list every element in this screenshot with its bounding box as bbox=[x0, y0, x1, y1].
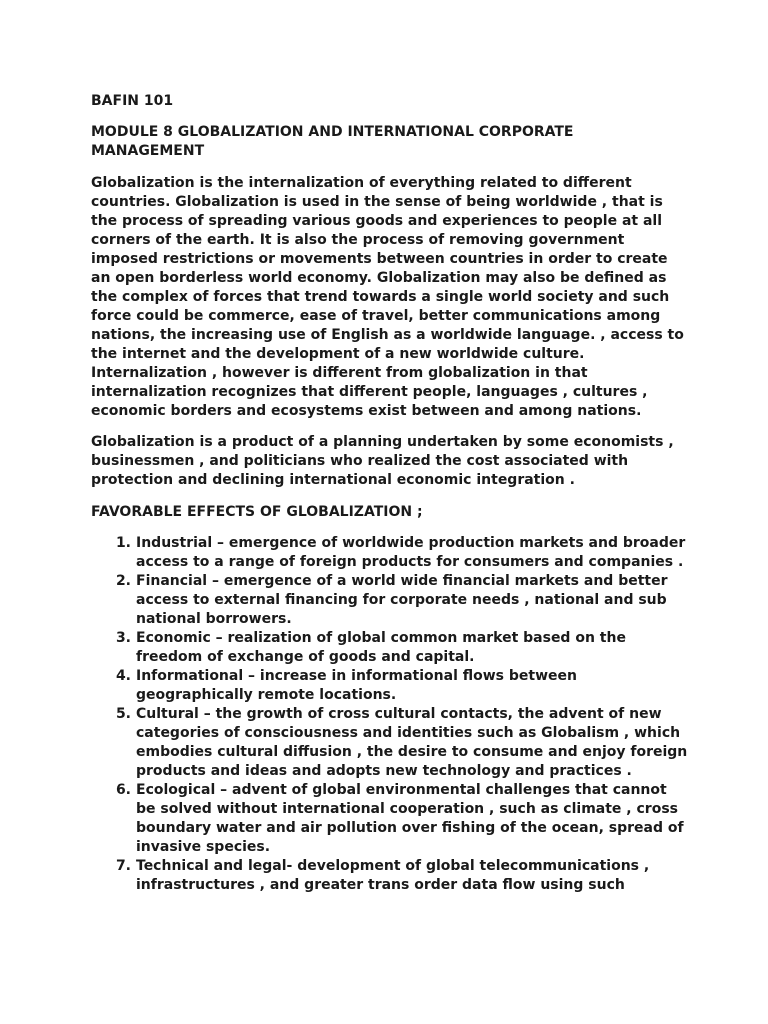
list-item-number: 1. bbox=[115, 535, 131, 551]
list-item-text: Industrial – emergence of worldwide production markets and broader access to a range of foreign products for consumers and companies . bbox=[136, 535, 686, 570]
list-item-text: Technical and legal- development of global telecommunications , infrastructures , and greater trans order data flow using such bbox=[136, 858, 650, 893]
list-item-text: Ecological – advent of global environmental challenges that cannot be solved without international cooperation , such as climate , cross boundary water and air pollution over fishing of the ocean, spread of invasive species. bbox=[136, 782, 684, 855]
favorable-effects-heading: FAVORABLE EFFECTS OF GLOBALIZATION ; bbox=[91, 504, 423, 520]
list-item-number: 2. bbox=[115, 573, 131, 589]
list-item-text: Cultural – the growth of cross cultural contacts, the advent of new categories of consciousness and identities such as Globalism , which embodies cultural diffusion , the desire to consume and enjoy foreign products and ideas and adopts new technology and practices . bbox=[136, 706, 688, 779]
paragraph-origin: Globalization is a product of a planning undertaken by some economists , businessmen , and politicians who realized the cost associated with protection and declining international economic integration . bbox=[91, 434, 674, 488]
list-item-text: Financial – emergence of a world wide financial markets and better access to external financing for corporate needs , national and sub national borrowers. bbox=[136, 573, 668, 627]
list-item bbox=[115, 572, 691, 629]
list-item-number: 4. bbox=[115, 668, 131, 684]
course-code: BAFIN 101 bbox=[91, 93, 174, 109]
list-item bbox=[115, 667, 691, 705]
module-title: MODULE 8 GLOBALIZATION AND INTERNATIONAL CORPORATE MANAGEMENT bbox=[91, 124, 574, 159]
document-page bbox=[91, 92, 691, 895]
list-item bbox=[115, 629, 691, 667]
list-item bbox=[115, 781, 691, 857]
list-item bbox=[115, 534, 691, 572]
list-item bbox=[115, 705, 691, 781]
list-item-number: 6. bbox=[115, 782, 131, 798]
list-item bbox=[115, 857, 691, 895]
list-item-number: 3. bbox=[115, 630, 131, 646]
paragraph-definition: Globalization is the internalization of everything related to different countries. Globalization is used in the sense of being worldwide , that is the process of spreading various goods and experiences to people at all corners of the earth. It is also the process of removing government imposed restrictions or movements between countries in order to create an open borderless world economy. Globalization may also be defined as the complex of forces that trend towards a single world society and such force could be commerce, ease of travel, better communications among nations, the increasing use of English as a worldwide language. , access to the internet and the development of a new worldwide culture. Internalization , however is different from globalization in that internalization recognizes that different people, languages , cultures , economic borders and ecosystems exist between and among nations. bbox=[91, 175, 684, 419]
list-item-text: Informational – increase in informational flows between geographically remote locations. bbox=[136, 668, 577, 703]
list-item-text: Economic – realization of global common market based on the freedom of exchange of goods and capital. bbox=[136, 630, 626, 665]
list-item-number: 5. bbox=[115, 706, 131, 722]
list-item-number: 7. bbox=[115, 858, 131, 874]
favorable-effects-list bbox=[91, 534, 691, 895]
